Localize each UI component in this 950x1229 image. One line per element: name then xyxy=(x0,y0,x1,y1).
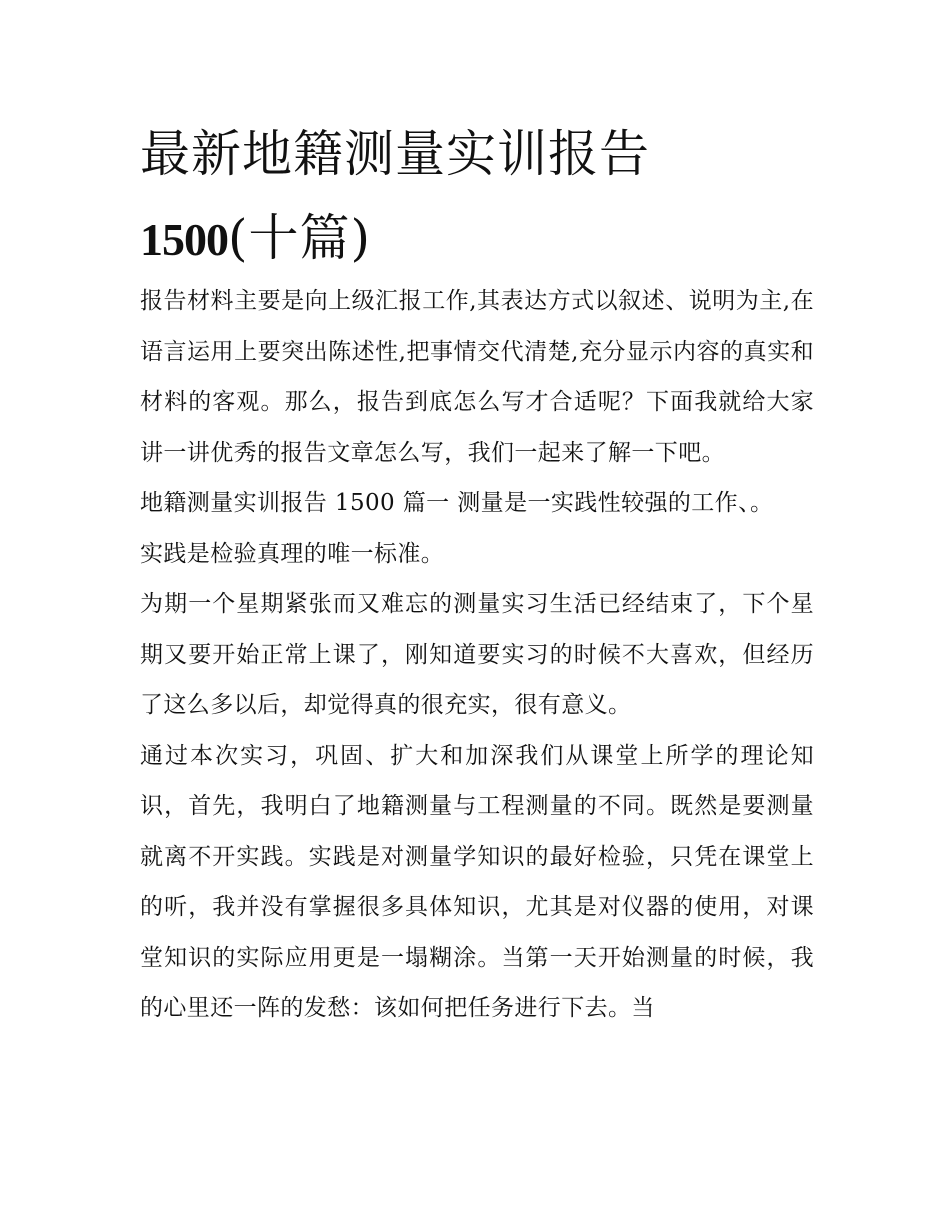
paragraph-week: 为期一个星期紧张而又难忘的测量实习生活已经结束了，下个星期又要开始正常上课了，刚知道要实习的时候不大喜欢，但经历了这么多以后，却觉得真的很充实，很有意义。 xyxy=(140,591,814,718)
title-line-1: 最新地籍测量实训报告 xyxy=(140,125,650,183)
title-suffix: (十篇) xyxy=(228,209,372,267)
paragraph-section-heading: 地籍测量实训报告 1500 篇一 测量是一实践性较强的工作、。 xyxy=(140,490,774,516)
document-title xyxy=(140,112,820,282)
title-number: 1500 xyxy=(140,214,228,265)
paragraph-intro: 报告材料主要是向上级汇报工作,其表达方式以叙述、说明为主,在语言运用上要突出陈述性,把事情交代清楚,充分显示内容的真实和材料的客观。那么，报告到底怎么写才合适呢？下面我就给大家讲一讲优秀的报告文章怎么写，我们一起来了解一下吧。 xyxy=(140,288,814,466)
paragraph-knowledge: 通过本次实习，巩固、扩大和加深我们从课堂上所学的理论知识，首先，我明白了地籍测量与工程测量的不同。既然是要测量就离不开实践。实践是对测量学知识的最好检验，只凭在课堂上的听，我并没有掌握很多具体知识，尤其是对仪器的使用，对课堂知识的实际应用更是一塌糊涂。当第一天开始测量的时候，我的心里还一阵的发愁：该如何把任务进行下去。当 xyxy=(140,742,814,1021)
title-line-2 xyxy=(140,196,820,282)
document-body xyxy=(140,276,814,1034)
paragraph-practice: 实践是检验真理的唯一标准。 xyxy=(140,540,445,567)
